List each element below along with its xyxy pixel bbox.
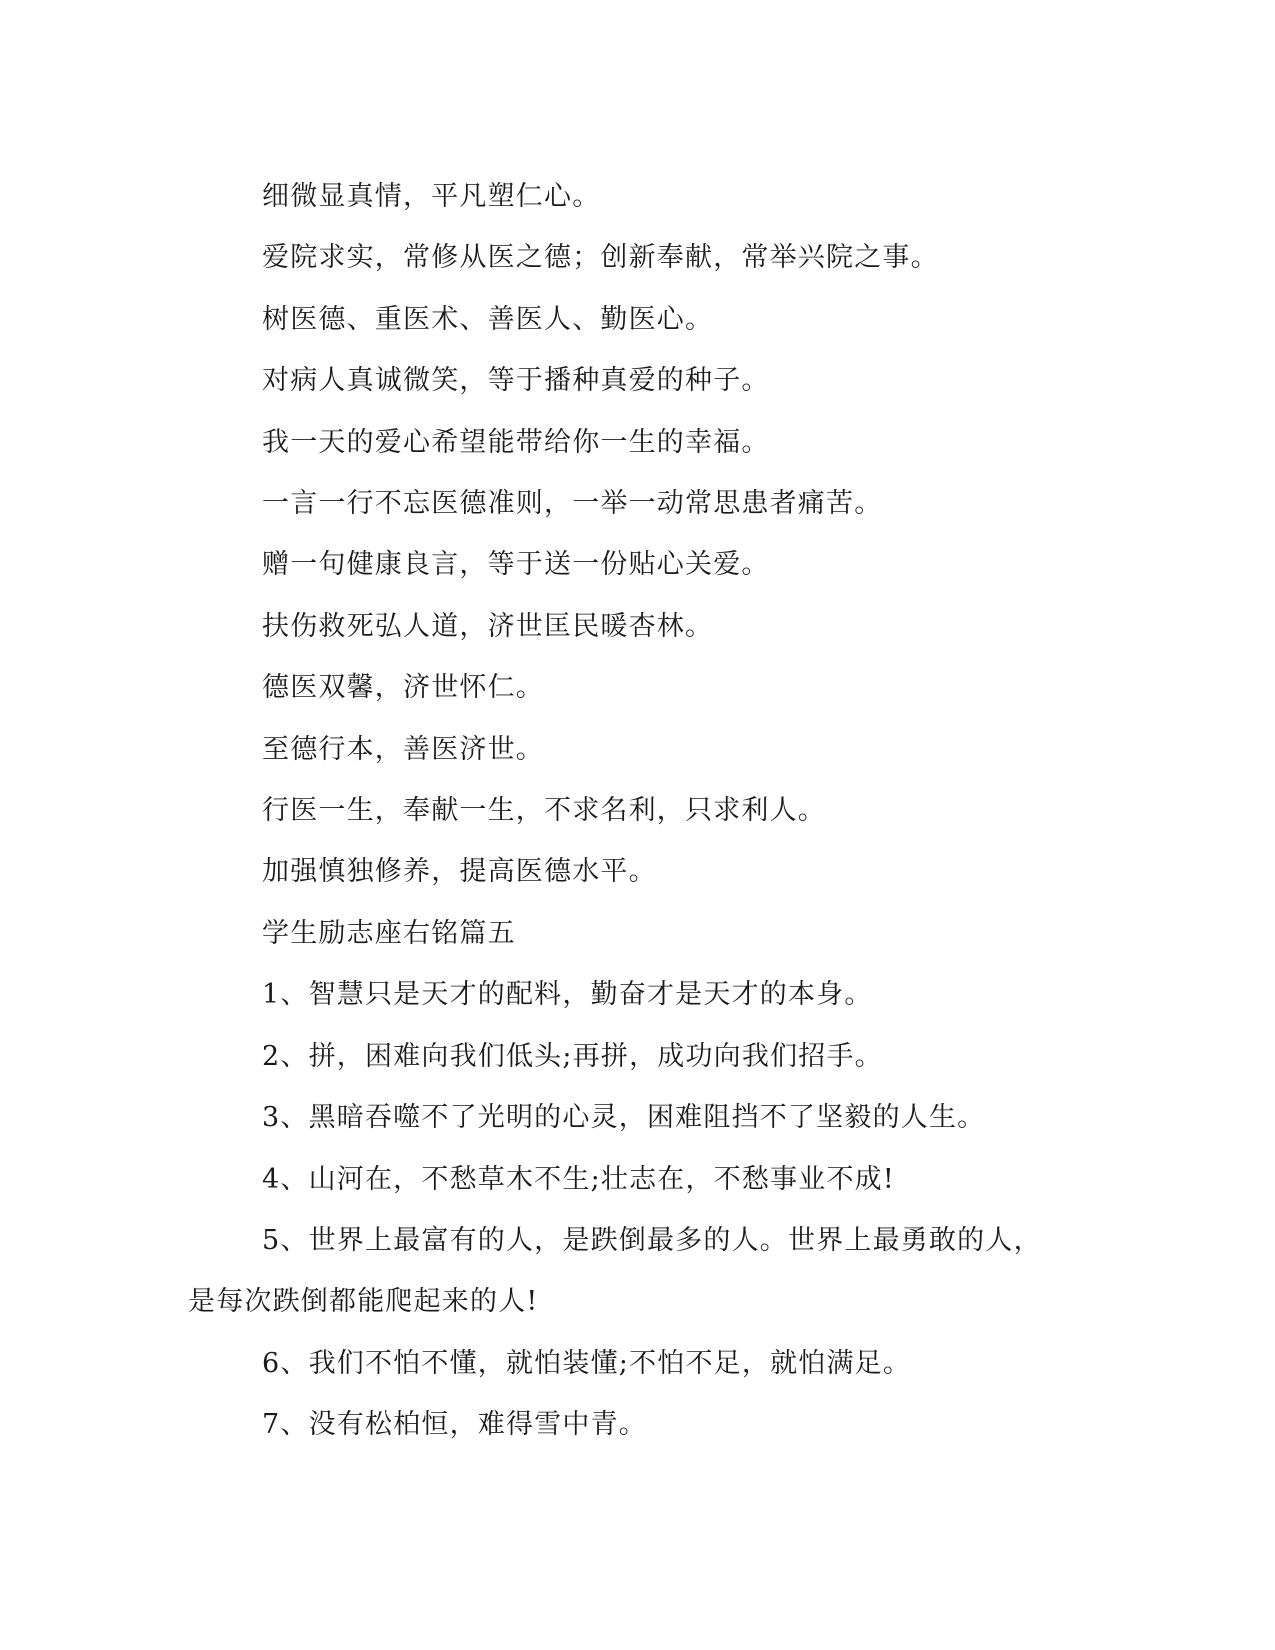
list-item: 3、黑暗吞噬不了光明的心灵，困难阻挡不了坚毅的人生。 [262, 1102, 986, 1134]
list-item: 7、没有松柏恒，难得雪中青。 [262, 1409, 647, 1441]
list-item: 6、我们不怕不懂，就怕装懂;不怕不足，就怕满足。 [262, 1347, 912, 1379]
list-item: 1、智慧只是天才的配料，勤奋才是天才的本身。 [262, 979, 873, 1011]
paragraph: 一言一行不忘医德准则，一举一动常思患者痛苦。 [262, 488, 883, 520]
list-item: 4、山河在，不愁草木不生;壮志在，不愁事业不成! [262, 1163, 895, 1195]
paragraph: 扶伤救死弘人道，济世匡民暖杏林。 [262, 610, 714, 642]
paragraph: 加强慎独修养，提高医德水平。 [262, 856, 657, 888]
paragraph: 我一天的爱心希望能带给你一生的幸福。 [262, 426, 770, 458]
document-body [188, 166, 1058, 1456]
paragraph: 树医德、重医术、善医人、勤医心。 [262, 303, 714, 335]
list-item: 2、拼，困难向我们低头;再拼，成功向我们招手。 [262, 1040, 883, 1072]
paragraph: 至德行本，善医济世。 [262, 733, 544, 765]
paragraph: 对病人真诚微笑，等于播种真爱的种子。 [262, 365, 770, 397]
section-heading: 学生励志座右铭篇五 [262, 917, 516, 949]
paragraph: 赠一句健康良言，等于送一份贴心关爱。 [262, 549, 770, 581]
paragraph: 行医一生，奉献一生，不求名利，只求利人。 [262, 795, 826, 827]
list-item: 5、世界上最富有的人，是跌倒最多的人。世界上最勇敢的人，是每次跌倒都能爬起来的人! [188, 1224, 1042, 1318]
paragraph: 细微显真情，平凡塑仁心。 [262, 181, 601, 212]
paragraph: 德医双馨，济世怀仁。 [262, 672, 544, 704]
paragraph: 爱院求实，常修从医之德；创新奉献，常举兴院之事。 [262, 242, 939, 274]
